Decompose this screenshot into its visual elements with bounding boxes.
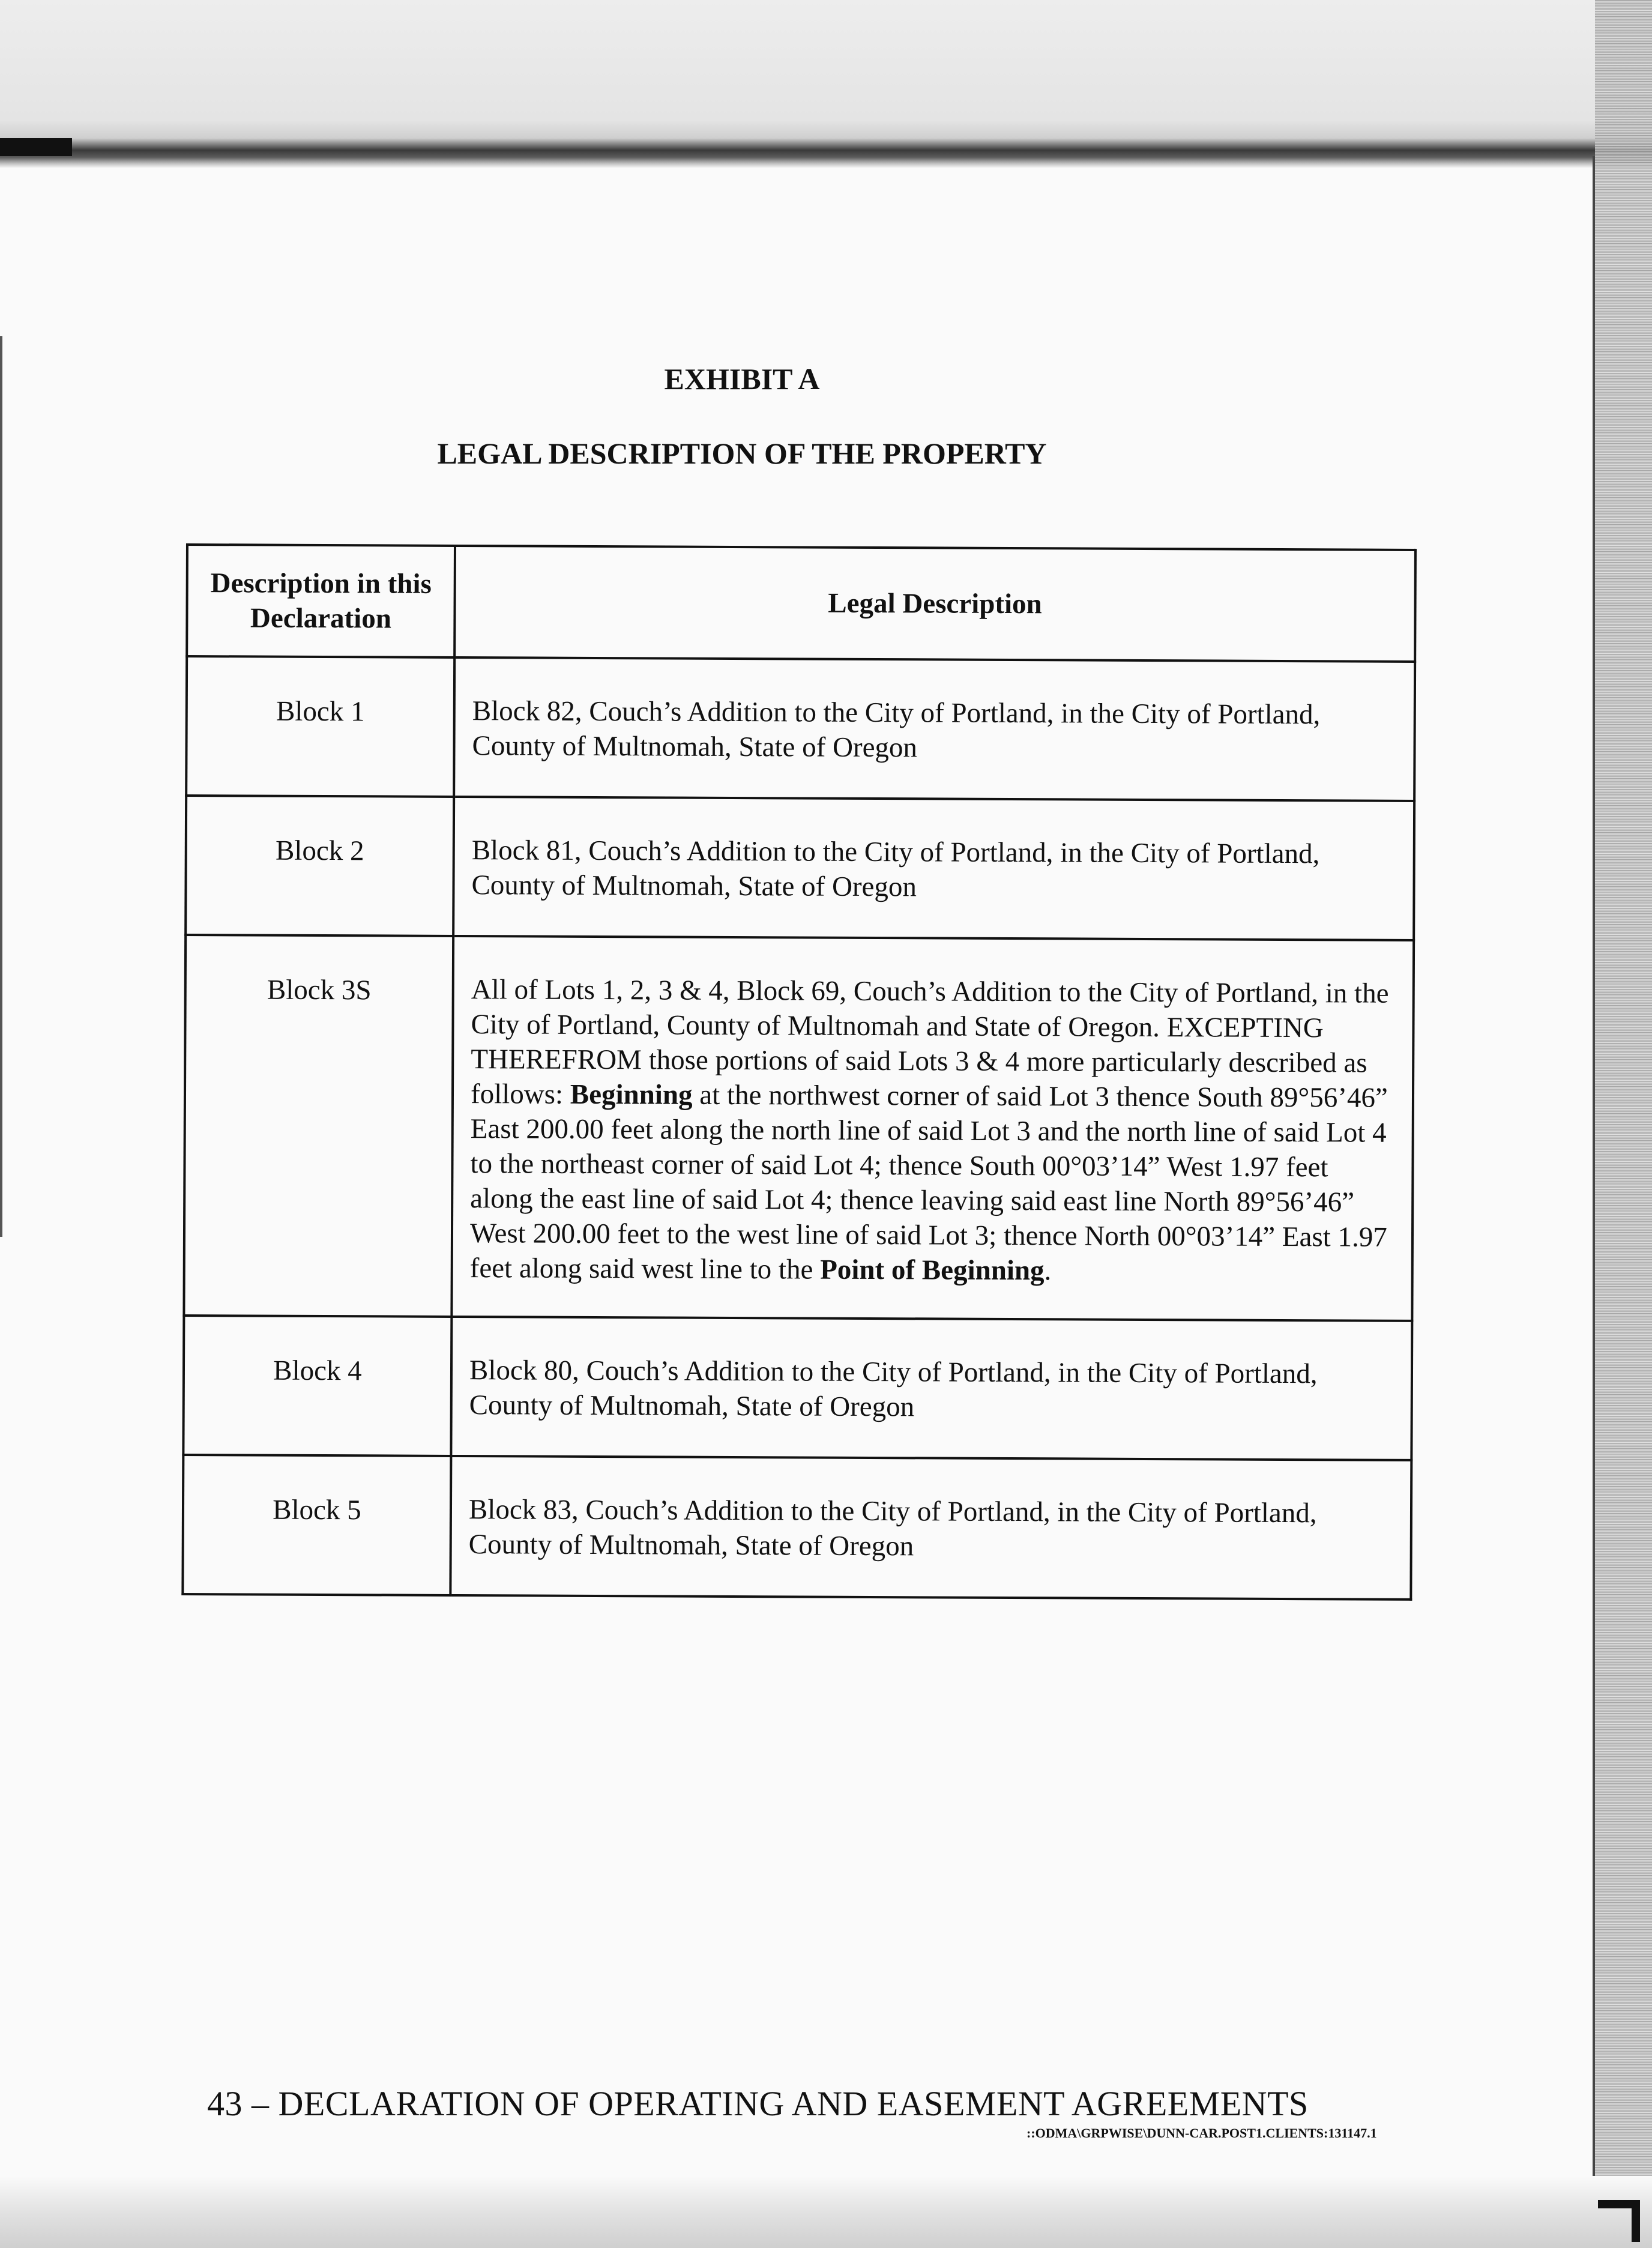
scan-bottom-shadow <box>0 2176 1652 2248</box>
block-label: Block 2 <box>185 796 454 936</box>
document-subtitle: LEGAL DESCRIPTION OF THE PROPERTY <box>437 437 1047 470</box>
table-header-row <box>187 545 1415 662</box>
table-row <box>186 656 1415 801</box>
legal-text-bold: Point of Beginning <box>820 1254 1045 1287</box>
page-footer-title: 43 – DECLARATION OF OPERATING AND EASEMENT AGREEMENTS <box>207 2084 1309 2123</box>
table-row <box>183 1316 1412 1460</box>
legal-description-cell <box>451 936 1414 1321</box>
scan-top-dark-mark <box>0 138 72 156</box>
legal-text: All of Lots 1, 2, 3 & 4, Block 69, Couch’s Addition to the City of Portland, in the City of Portland, County of Multnomah and State of Oregon. EXCEPTING THEREFROM those portions of said Lots 3 & 4 more particularly described as follows: <box>470 974 1389 1110</box>
legal-description-table <box>181 543 1417 1601</box>
legal-description-cell: Block 83, Couch’s Addition to the City of Portland, in the City of Portland, County of Multnomah, State of Oregon <box>450 1456 1411 1600</box>
legal-description-cell: Block 80, Couch’s Addition to the City of Portland, in the City of Portland, County of Multnomah, State of Oregon <box>451 1317 1412 1460</box>
header-description-in-declaration: Description in this Declaration <box>187 545 455 657</box>
document-id: ::ODMA\GRPWISE\DUNN-CAR.POST1.CLIENTS:131147.1 <box>1026 2126 1377 2141</box>
scan-top-shadow <box>0 0 1652 168</box>
table-row <box>182 1455 1411 1600</box>
legal-text: at the northwest corner of said Lot 3 thence South 89°56’46” East 200.00 feet along the north line of said Lot 3 and the north line of said Lot 4 to the northeast corner of said Lot 4; thence South 00°03’14” West 1.97 feet along the east line of said Lot 4; thence leaving said east line North 89°56’46” West 200.00 feet to the west line of said Lot 3; thence North 00°03’14” East 1.97 feet along said west line to the <box>469 1079 1388 1286</box>
exhibit-title: EXHIBIT A <box>664 362 820 396</box>
legal-text-bold: Beginning <box>570 1078 693 1111</box>
legal-description-cell: Block 82, Couch’s Addition to the City of Portland, in the City of Portland, County of Multnomah, State of Oregon <box>454 657 1415 801</box>
block-label: Block 1 <box>186 656 454 797</box>
header-legal-description: Legal Description <box>454 546 1415 662</box>
scan-left-edge-line <box>0 336 2 1237</box>
corner-mark <box>1598 2200 1640 2242</box>
table-row <box>185 796 1414 940</box>
block-label: Block 4 <box>183 1316 451 1456</box>
legal-text: . <box>1044 1255 1052 1287</box>
legal-description-cell: Block 81, Couch’s Addition to the City of Portland, in the City of Portland, County of Multnomah, State of Oregon <box>453 797 1414 940</box>
scan-right-edge-noise <box>1595 0 1652 2248</box>
scan-right-edge-line <box>1593 156 1595 2246</box>
block-label: Block 5 <box>182 1455 451 1595</box>
table-row <box>184 935 1414 1321</box>
block-label: Block 3S <box>184 935 453 1317</box>
